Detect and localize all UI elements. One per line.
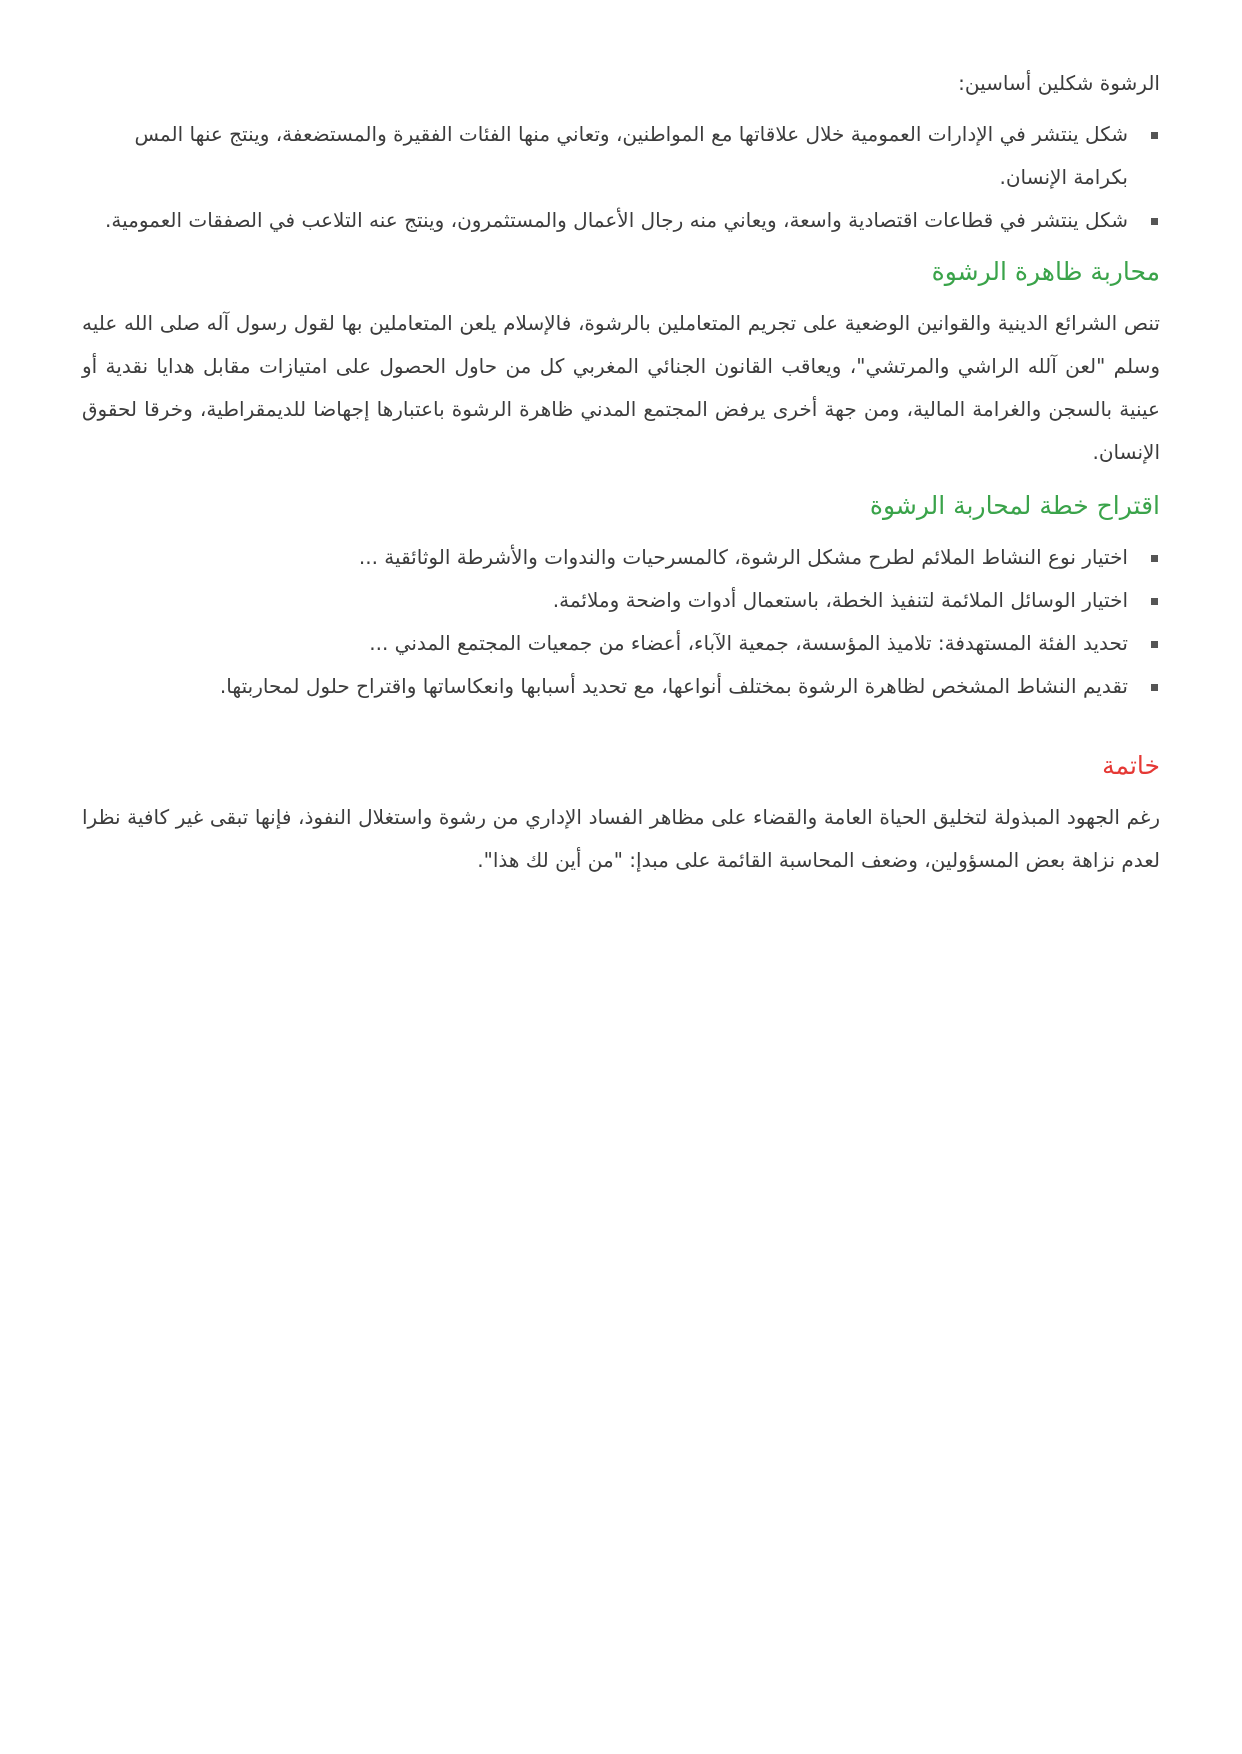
list-item: شكل ينتشر في قطاعات اقتصادية واسعة، ويعاني منه رجال الأعمال والمستثمرون، وينتج عنه التلاعب في الصفقات العمومية. (82, 199, 1128, 242)
list-item: تحديد الفئة المستهدفة: تلاميذ المؤسسة، جمعية الآباء، أعضاء من جمعيات المجتمع المدني ... (82, 622, 1128, 665)
intro-text: الرشوة شكلين أساسين: (958, 71, 1160, 95)
bribery-forms-list (82, 113, 1160, 242)
list-item: اختيار نوع النشاط الملائم لطرح مشكل الرشوة، كالمسرحيات والندوات والأشرطة الوثائقية ... (82, 536, 1128, 579)
plan-steps-list (82, 536, 1160, 708)
list-item: اختيار الوسائل الملائمة لتنفيذ الخطة، باستعمال أدوات واضحة وملائمة. (82, 579, 1128, 622)
list-item: تقديم النشاط المشخص لظاهرة الرشوة بمختلف أنواعها، مع تحديد أسبابها وانعكاساتها واقتراح حلول لمحاربتها. (82, 665, 1128, 708)
section-heading-fight: محاربة ظاهرة الرشوة (931, 257, 1160, 286)
section-body-conclusion: رغم الجهود المبذولة لتخليق الحياة العامة والقضاء على مظاهر الفساد الإداري من رشوة واستغلال النفوذ، فإنها تبقى غير كافية نظرا لعدم نزاهة بعض المسؤولين، وضعف المحاسبة القائمة على مبدإ: "من أين لك هذا". (82, 805, 1160, 872)
section-heading-conclusion: خاتمة (1102, 751, 1160, 780)
section-heading-plan: اقتراح خطة لمحاربة الرشوة (869, 491, 1160, 520)
section-body-fight: تنص الشرائع الدينية والقوانين الوضعية على تجريم المتعاملين بالرشوة، فالإسلام يلعن المتعاملين بها لقول رسول آله صلى الله عليه وسلم "لعن آلله الراشي والمرتشي"، ويعاقب القانون الجنائي المغربي كل من حاول الحصول على امتيازات مقابل هدايا نقدية أو عينية بالسجن والغرامة المالية، ومن جهة أخرى يرفض المجتمع المدني ظاهرة الرشوة باعتبارها إجهاضا للديمقراطية، وخرقا لحقوق الإنسان. (82, 311, 1160, 464)
list-item: شكل ينتشر في الإدارات العمومية خلال علاقاتها مع المواطنين، وتعاني منها الفئات الفقيرة والمستضعفة، وينتج عنها المس بكرامة الإنسان. (82, 113, 1128, 199)
